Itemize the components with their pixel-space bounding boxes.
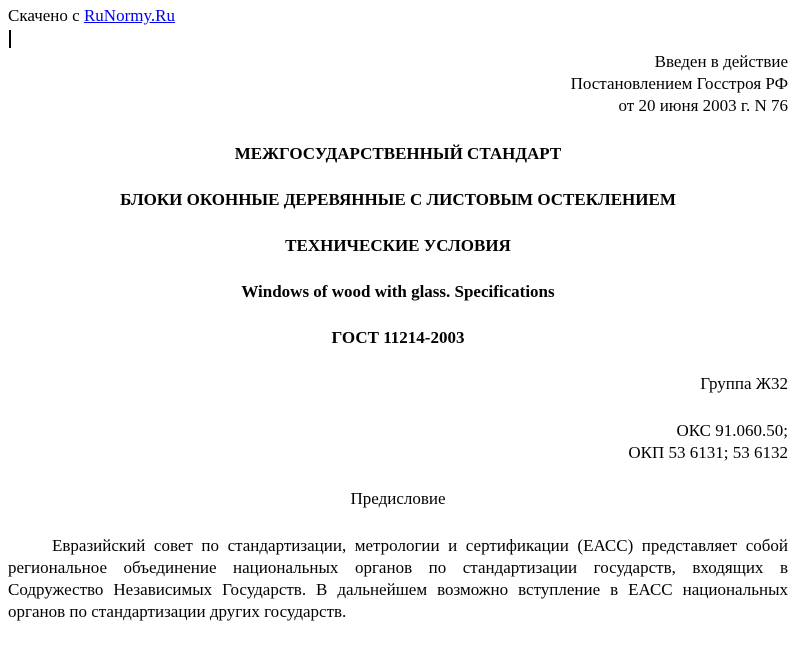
standard-title: БЛОКИ ОКОННЫЕ ДЕРЕВЯННЫЕ С ЛИСТОВЫМ ОСТЕКЛЕНИЕМ [120, 190, 676, 209]
english-title: Windows of wood with glass. Specifications [241, 282, 555, 301]
okp-code: ОКП 53 6131; 53 6132 [628, 443, 788, 462]
foreword-paragraph: Евразийский совет по стандартизации, метрологии и сертификации (ЕАСС) представляет собой региональное объединение национальных органов по стандартизации государств, входящих в Содружество Независимых Государств. В дальнейшем возможно вступление в ЕАСС национальных органов по стандартизации других государств. [8, 536, 788, 621]
runormy-link[interactable]: RuNormy.Ru [83, 6, 175, 25]
text-cursor [9, 30, 11, 48]
downloaded-prefix: Скачено с [8, 6, 80, 25]
standard-type: МЕЖГОСУДАРСТВЕННЫЙ СТАНДАРТ [234, 144, 562, 163]
enactment-block [571, 51, 788, 117]
foreword-heading: Предисловие [350, 489, 446, 508]
classification-codes [628, 420, 788, 464]
gost-code: ГОСТ 11214-2003 [331, 328, 465, 347]
standard-subtitle: ТЕХНИЧЕСКИЕ УСЛОВИЯ [285, 236, 511, 255]
classification-group: Группа Ж32 [700, 374, 788, 393]
enactment-line-1: Введен в действие [654, 52, 788, 71]
enactment-line-2: Постановлением Госстроя РФ [570, 74, 788, 93]
source-line [8, 6, 175, 26]
oks-code: ОКС 91.060.50; [676, 421, 788, 440]
document-page [8, 0, 788, 646]
enactment-line-3: от 20 июня 2003 г. N 76 [618, 96, 788, 115]
